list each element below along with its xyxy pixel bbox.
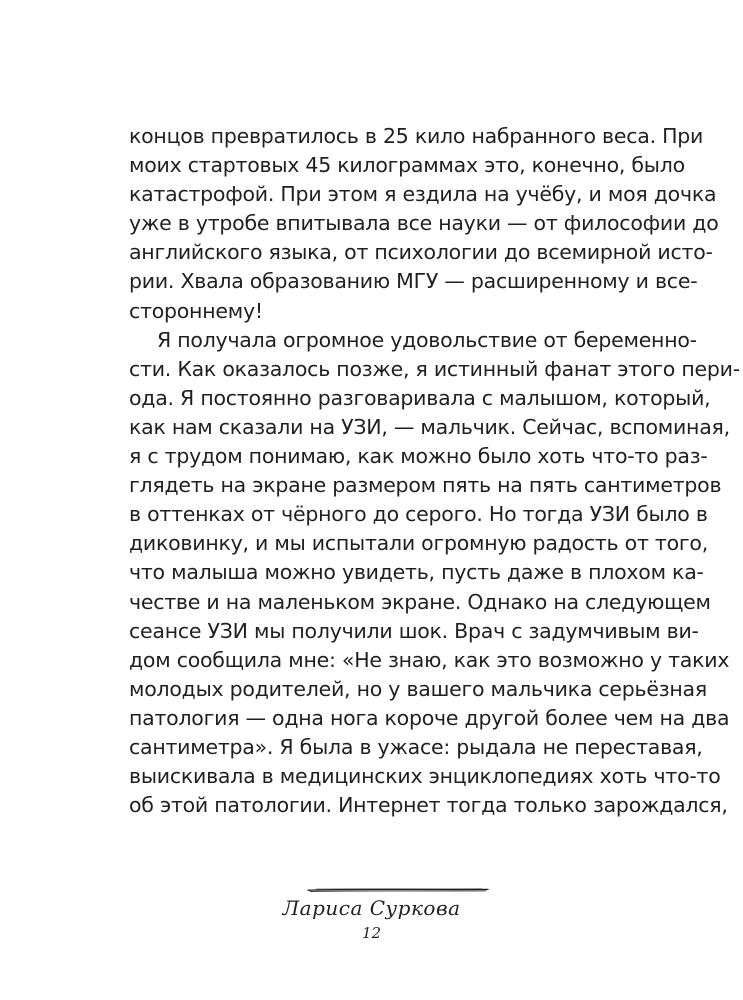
text-line: уже в утробе впитывала все науки — от философии до xyxy=(129,211,719,236)
text-line: честве и на маленьком экране. Однако на следующем xyxy=(129,589,711,614)
text-line: об этой патологии. Интернет тогда только зарождался, xyxy=(129,793,728,818)
text-line: английского языка, от психологии до всемирной исто- xyxy=(129,240,713,265)
text-line: патология — одна нога короче другой более чем на два xyxy=(129,705,730,730)
text-line: концов превратилось в 25 кило набранного веса. При xyxy=(129,124,704,148)
text-line: в оттенках от чёрного до серого. Но тогда УЗИ было в xyxy=(129,502,708,527)
running-footer-author: Лариса Суркова xyxy=(282,896,461,920)
text-line: молодых родителей, но у вашего мальчика серьёзная xyxy=(129,676,707,701)
text-line: диковинку, и мы испытали огромную радость от того, xyxy=(129,531,708,556)
text-line: как нам сказали на УЗИ, — мальчик. Сейчас, вспоминая, xyxy=(129,414,730,439)
text-line: сеансе УЗИ мы получили шок. Врач с задумчивым ви- xyxy=(129,618,699,643)
text-line: сти. Как оказалось позже, я истинный фанат этого пери- xyxy=(129,356,740,381)
page-number: 12 xyxy=(361,924,382,942)
text-line: сантиметра». Я была в ужасе: рыдала не переставая, xyxy=(129,734,703,759)
text-line: моих стартовых 45 килограммах это, конечно, было xyxy=(129,153,685,178)
paragraph-first-line: Я получала огромное удовольствие от беременно- xyxy=(157,327,697,352)
page-body-text xyxy=(129,122,740,820)
text-line: дом сообщила мне: «Не знаю, как это возможно у таких xyxy=(129,647,730,672)
text-line: что малыша можно увидеть, пусть даже в плохом ка- xyxy=(129,560,704,585)
text-line: катастрофой. При этом я ездила на учёбу, и моя дочка xyxy=(129,182,717,207)
page-footer xyxy=(0,876,743,956)
text-line: рии. Хвала образованию МГУ — расширенному и все- xyxy=(129,269,698,294)
text-line: выискивала в медицинских энциклопедиях хоть что-то xyxy=(129,764,721,789)
text-line: я с трудом понимаю, как можно было хоть что-то раз- xyxy=(129,444,708,469)
text-line: ода. Я постоянно разговаривала с малышом, который, xyxy=(129,385,711,410)
text-line: стороннему! xyxy=(129,298,263,323)
footer-divider-rule xyxy=(306,886,490,894)
text-line: глядеть на экране размером пять на пять сантиметров xyxy=(129,473,722,498)
